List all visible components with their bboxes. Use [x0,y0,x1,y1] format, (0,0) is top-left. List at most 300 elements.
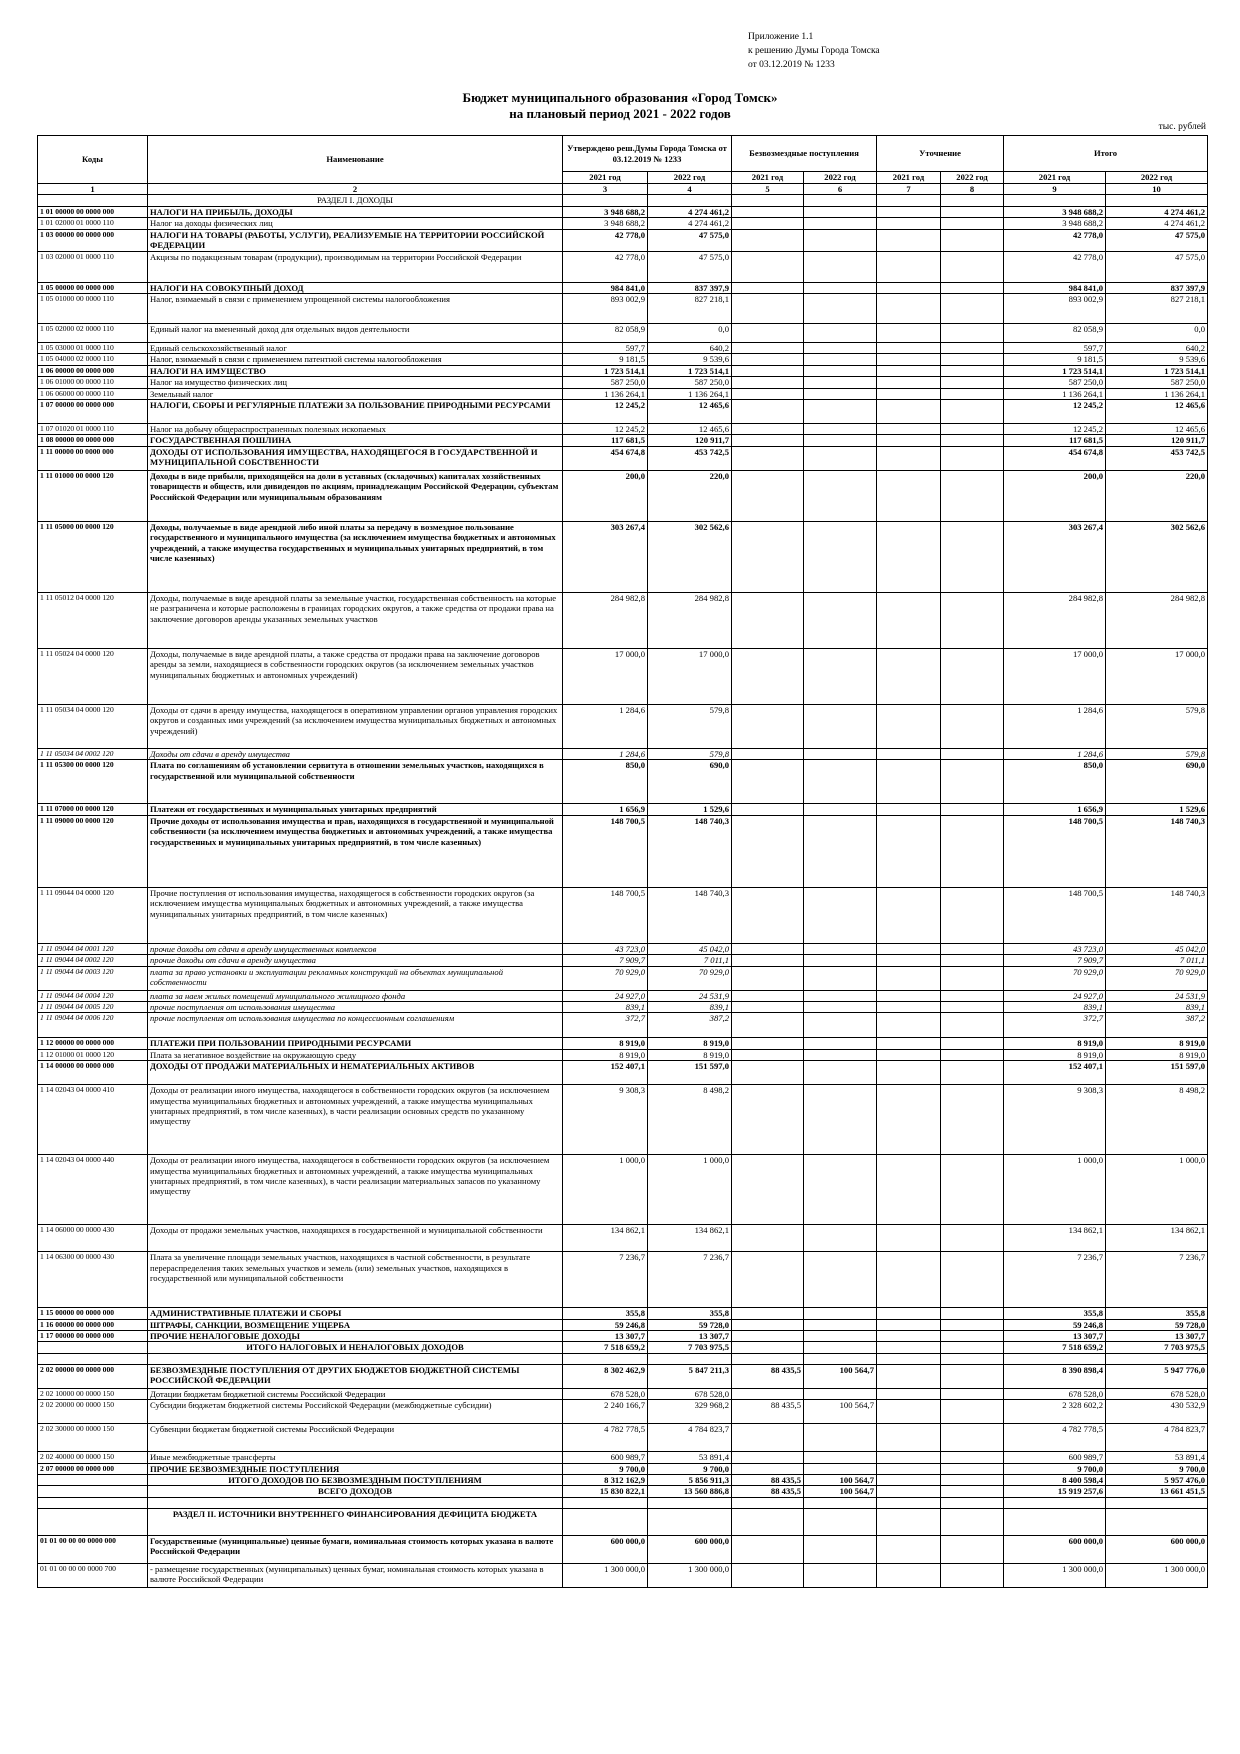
row-code: 1 08 00000 00 0000 000 [38,435,148,446]
value-total-2021: 1 723 514,1 [1004,365,1106,376]
value-gratuitous-2022 [804,1319,877,1330]
value-gratuitous-2021: 88 435,5 [732,1364,804,1388]
value-gratuitous-2022 [804,1424,877,1452]
row-name: Доходы в виде прибыли, приходящейся на доли в уставных (складочных) капиталах хозяйственных товариществ и обществ, или дивидендов по акциям, принадлежащим Российской Федерации, субъектам Российской Федерации или муниципальным образованиям [148,470,563,521]
table-row [38,1038,1208,1049]
value-clarification-2021 [877,1225,941,1252]
value-total-2021: 9 700,0 [1004,1463,1106,1474]
row-name: прочие поступления от использования имущества [148,1001,563,1012]
table-row [38,1452,1208,1463]
value-gratuitous-2022 [804,704,877,748]
value-total-2022: 5 957 476,0 [1106,1474,1208,1485]
value-clarification-2022 [941,218,1004,229]
table-row [38,943,1208,954]
value-total-2021: 303 267,4 [1004,521,1106,592]
value-gratuitous-2021 [732,648,804,704]
row-name: Налог на имущество физических лиц [148,377,563,388]
row-code: 1 11 09044 04 0001 120 [38,943,148,954]
value-total-2021: 12 245,2 [1004,400,1106,424]
header-gratuitous: Безвозмездные поступления [732,136,877,172]
value-gratuitous-2021 [732,1452,804,1463]
table-row [38,1342,1208,1353]
header-year-2022: 2022 год [648,172,732,184]
row-code [38,1497,148,1508]
row-code [38,1508,148,1535]
row-code: 1 01 00000 00 0000 000 [38,206,148,217]
value-approved-2022: 8 919,0 [648,1049,732,1060]
value-clarification-2022 [941,251,1004,282]
value-total-2021: 9 181,5 [1004,354,1106,365]
value-approved-2022: 837 397,9 [648,282,732,293]
value-clarification-2022 [941,294,1004,324]
value-total-2021: 200,0 [1004,470,1106,521]
value-clarification-2021 [877,1535,941,1563]
value-gratuitous-2022 [804,218,877,229]
value-clarification-2022 [941,388,1004,399]
value-approved-2021: 7 236,7 [563,1252,648,1308]
value-clarification-2021 [877,365,941,376]
value-total-2021: 24 927,0 [1004,990,1106,1001]
table-row [38,748,1208,759]
value-approved-2021: 1 300 000,0 [563,1563,648,1587]
row-name: Доходы от сдачи в аренду имущества, находящегося в оперативном управлении органов управления городских округов и созданных ими учреждений (за исключением имущества муниципальных бюджетных и автономных учреждений) [148,704,563,748]
appendix-line-2: к решению Думы Города Томска [748,46,880,56]
value-gratuitous-2022 [804,1155,877,1225]
value-approved-2021: 9 181,5 [563,354,648,365]
table-row [38,887,1208,943]
table-row [38,1252,1208,1308]
value-approved-2022: 220,0 [648,470,732,521]
value-approved-2022: 17 000,0 [648,648,732,704]
value-gratuitous-2022 [804,1535,877,1563]
row-code: 01 01 00 00 00 0000 700 [38,1563,148,1587]
value-clarification-2021 [877,400,941,424]
value-clarification-2022 [941,1486,1004,1497]
value-approved-2021: 1 136 264,1 [563,388,648,399]
value-total-2021: 284 982,8 [1004,592,1106,648]
value-total-2022: 13 661 451,5 [1106,1486,1208,1497]
header-year-2021: 2021 год [732,172,804,184]
value-clarification-2021 [877,446,941,470]
value-gratuitous-2022 [804,294,877,324]
value-approved-2021: 70 929,0 [563,966,648,990]
value-clarification-2022 [941,1463,1004,1474]
value-clarification-2021 [877,1486,941,1497]
row-name: РАЗДЕЛ II. ИСТОЧНИКИ ВНУТРЕННЕГО ФИНАНСИРОВАНИЯ ДЕФИЦИТА БЮДЖЕТА [148,1508,563,1535]
title-line-2: на плановый период 2021 - 2022 годов [509,106,731,121]
value-gratuitous-2021 [732,1225,804,1252]
value-total-2022: 453 742,5 [1106,446,1208,470]
value-approved-2022 [648,1353,732,1364]
row-code: 2 02 40000 00 0000 150 [38,1452,148,1463]
value-clarification-2021 [877,282,941,293]
table-row [38,1486,1208,1497]
value-gratuitous-2022 [804,1497,877,1508]
value-approved-2021: 355,8 [563,1308,648,1319]
row-code: 1 11 09044 04 0002 120 [38,955,148,966]
value-total-2022: 70 929,0 [1106,966,1208,990]
value-approved-2022: 827 218,1 [648,294,732,324]
row-name: прочие поступления от использования имущества по концессионным соглашениям [148,1013,563,1038]
header-clarification: Уточнение [877,136,1004,172]
value-gratuitous-2022 [804,815,877,887]
value-total-2021: 454 674,8 [1004,446,1106,470]
value-total-2022: 640,2 [1106,343,1208,354]
value-clarification-2022 [941,1225,1004,1252]
value-gratuitous-2021 [732,251,804,282]
value-clarification-2021 [877,760,941,804]
value-clarification-2021 [877,887,941,943]
row-name: ПРОЧИЕ НЕНАЛОГОВЫЕ ДОХОДЫ [148,1330,563,1341]
value-approved-2021: 1 000,0 [563,1155,648,1225]
table-row [38,966,1208,990]
value-gratuitous-2021 [732,1563,804,1587]
row-code: 1 14 02043 04 0000 410 [38,1085,148,1155]
value-total-2021 [1004,195,1106,206]
value-gratuitous-2021 [732,377,804,388]
value-approved-2022: 24 531,9 [648,990,732,1001]
value-approved-2022: 678 528,0 [648,1388,732,1399]
row-name: ПРОЧИЕ БЕЗВОЗМЕЗДНЫЕ ПОСТУПЛЕНИЯ [148,1463,563,1474]
row-name: АДМИНИСТРАТИВНЫЕ ПЛАТЕЖИ И СБОРЫ [148,1308,563,1319]
value-approved-2022: 640,2 [648,343,732,354]
value-approved-2022: 148 740,3 [648,815,732,887]
header-name: Наименование [148,136,563,184]
column-number: 4 [648,184,732,195]
row-code: 1 12 01000 01 0000 120 [38,1049,148,1060]
value-approved-2021: 8 312 162,9 [563,1474,648,1485]
value-gratuitous-2021 [732,1049,804,1060]
value-total-2022: 587 250,0 [1106,377,1208,388]
value-gratuitous-2021 [732,1061,804,1085]
value-approved-2021: 42 778,0 [563,229,648,251]
value-clarification-2022 [941,748,1004,759]
value-approved-2022: 690,0 [648,760,732,804]
value-approved-2022: 284 982,8 [648,592,732,648]
value-gratuitous-2021 [732,324,804,343]
value-approved-2021 [563,1497,648,1508]
header-year-2021: 2021 год [1004,172,1106,184]
row-name: Доходы, получаемые в виде арендной платы за земельные участки, государственная собственность на которые не разграничена и которые расположены в границах городских округов, а также средства от продажи права на заключение договоров аренды указанных земельных участков [148,592,563,648]
value-clarification-2021 [877,206,941,217]
row-code: 1 06 00000 00 0000 000 [38,365,148,376]
column-number: 3 [563,184,648,195]
value-total-2022: 430 532,9 [1106,1400,1208,1424]
value-gratuitous-2021: 88 435,5 [732,1486,804,1497]
value-clarification-2021 [877,1474,941,1485]
value-clarification-2021 [877,521,941,592]
value-total-2021: 600 000,0 [1004,1535,1106,1563]
table-row [38,1225,1208,1252]
value-clarification-2022 [941,592,1004,648]
value-gratuitous-2021 [732,1013,804,1038]
value-approved-2021: 15 830 822,1 [563,1486,648,1497]
value-total-2022: 4 274 461,2 [1106,206,1208,217]
value-total-2022: 1 136 264,1 [1106,388,1208,399]
row-name: Единый сельскохозяйственный налог [148,343,563,354]
value-approved-2021: 3 948 688,2 [563,206,648,217]
row-name [148,1497,563,1508]
value-approved-2022: 8 919,0 [648,1038,732,1049]
row-name: РАЗДЕЛ I. ДОХОДЫ [148,195,563,206]
value-clarification-2022 [941,1038,1004,1049]
row-code: 1 07 01020 01 0000 110 [38,424,148,435]
value-clarification-2022 [941,1085,1004,1155]
value-clarification-2022 [941,1452,1004,1463]
value-clarification-2021 [877,943,941,954]
row-code: 1 11 05300 00 0000 120 [38,760,148,804]
value-gratuitous-2021 [732,955,804,966]
value-gratuitous-2021: 88 435,5 [732,1400,804,1424]
row-code: 1 14 06300 00 0000 430 [38,1252,148,1308]
table-row [38,1013,1208,1038]
table-row [38,218,1208,229]
row-code: 1 11 09044 04 0003 120 [38,966,148,990]
value-clarification-2022 [941,760,1004,804]
value-gratuitous-2021 [732,229,804,251]
row-code: 2 02 30000 00 0000 150 [38,1424,148,1452]
value-total-2022: 355,8 [1106,1308,1208,1319]
value-gratuitous-2021 [732,424,804,435]
value-gratuitous-2022 [804,648,877,704]
value-total-2021: 8 390 898,4 [1004,1364,1106,1388]
row-code: 1 05 00000 00 0000 000 [38,282,148,293]
table-row [38,229,1208,251]
value-clarification-2022 [941,1061,1004,1085]
value-clarification-2022 [941,446,1004,470]
column-number: 2 [148,184,563,195]
table-row [38,1085,1208,1155]
table-row [38,1388,1208,1399]
row-name: НАЛОГИ НА ПРИБЫЛЬ, ДОХОДЫ [148,206,563,217]
table-row [38,1474,1208,1485]
value-gratuitous-2022 [804,343,877,354]
value-clarification-2021 [877,1038,941,1049]
row-name: Иные межбюджетные трансферты [148,1452,563,1463]
value-total-2021: 148 700,5 [1004,887,1106,943]
table-row [38,1497,1208,1508]
value-approved-2021: 3 948 688,2 [563,218,648,229]
value-gratuitous-2021 [732,1497,804,1508]
value-gratuitous-2021 [732,1252,804,1308]
value-clarification-2022 [941,1400,1004,1424]
row-name: плата за право установки и эксплуатации рекламных конструкций на объектах муниципальной собственности [148,966,563,990]
value-clarification-2022 [941,1353,1004,1364]
value-total-2021: 1 656,9 [1004,804,1106,815]
value-approved-2022: 59 728,0 [648,1319,732,1330]
table-row [38,343,1208,354]
value-total-2021: 587 250,0 [1004,377,1106,388]
value-approved-2021: 8 919,0 [563,1049,648,1060]
value-approved-2022: 8 498,2 [648,1085,732,1155]
value-clarification-2022 [941,424,1004,435]
value-gratuitous-2021 [732,521,804,592]
value-approved-2022: 600 000,0 [648,1535,732,1563]
value-gratuitous-2022 [804,521,877,592]
value-clarification-2021 [877,966,941,990]
value-approved-2021: 42 778,0 [563,251,648,282]
value-total-2022: 13 307,7 [1106,1330,1208,1341]
value-total-2021 [1004,1353,1106,1364]
value-gratuitous-2021 [732,760,804,804]
value-approved-2022: 45 042,0 [648,943,732,954]
table-row [38,388,1208,399]
value-clarification-2021 [877,251,941,282]
value-approved-2021: 134 862,1 [563,1225,648,1252]
value-clarification-2022 [941,400,1004,424]
value-approved-2021: 587 250,0 [563,377,648,388]
value-clarification-2021 [877,388,941,399]
row-name: Акцизы по подакцизным товарам (продукции), производимым на территории Российской Федерации [148,251,563,282]
value-clarification-2022 [941,1330,1004,1341]
row-name: ПЛАТЕЖИ ПРИ ПОЛЬЗОВАНИИ ПРИРОДНЫМИ РЕСУРСАМИ [148,1038,563,1049]
value-gratuitous-2021 [732,218,804,229]
value-clarification-2022 [941,648,1004,704]
value-total-2022: 24 531,9 [1106,990,1208,1001]
row-name: - размещение государственных (муниципальных) ценных бумаг, номинальная стоимость которых указана в валюте Российской Федерации [148,1563,563,1587]
value-approved-2021: 82 058,9 [563,324,648,343]
row-name: Земельный налог [148,388,563,399]
value-gratuitous-2021 [732,804,804,815]
value-clarification-2022 [941,1319,1004,1330]
value-total-2022: 151 597,0 [1106,1061,1208,1085]
value-clarification-2022 [941,1155,1004,1225]
value-total-2022: 45 042,0 [1106,943,1208,954]
value-approved-2021 [563,1353,648,1364]
value-total-2022: 12 465,6 [1106,400,1208,424]
table-row [38,815,1208,887]
value-gratuitous-2021 [732,470,804,521]
value-gratuitous-2021 [732,195,804,206]
row-name: Доходы, получаемые в виде арендной либо иной платы за передачу в возмездное пользование государственного и муниципального имущества (за исключением имущества бюджетных и автономных учреждений, а также имущества государственных и муниципальных унитарных предприятий, в том числе казенных) [148,521,563,592]
value-total-2022: 7 011,1 [1106,955,1208,966]
value-gratuitous-2021 [732,1353,804,1364]
row-name: Налог, взимаемый в связи с применением патентной системы налогообложения [148,354,563,365]
value-approved-2022: 7 236,7 [648,1252,732,1308]
value-approved-2022: 0,0 [648,324,732,343]
table-row [38,521,1208,592]
row-code: 2 02 10000 00 0000 150 [38,1388,148,1399]
value-total-2021: 7 909,7 [1004,955,1106,966]
value-approved-2021: 59 246,8 [563,1319,648,1330]
value-approved-2022: 1 723 514,1 [648,365,732,376]
row-code: 1 11 05000 00 0000 120 [38,521,148,592]
row-code: 1 11 09044 04 0004 120 [38,990,148,1001]
value-clarification-2021 [877,1452,941,1463]
value-clarification-2022 [941,1049,1004,1060]
value-approved-2021: 24 927,0 [563,990,648,1001]
value-approved-2021: 152 407,1 [563,1061,648,1085]
table-row [38,282,1208,293]
value-approved-2022 [648,1497,732,1508]
value-clarification-2021 [877,343,941,354]
value-gratuitous-2021 [732,354,804,365]
value-approved-2022: 47 575,0 [648,229,732,251]
row-code: 1 11 09044 04 0005 120 [38,1001,148,1012]
table-row [38,1424,1208,1452]
table-row [38,1308,1208,1319]
value-total-2022: 387,2 [1106,1013,1208,1038]
value-clarification-2021 [877,1049,941,1060]
value-total-2022: 17 000,0 [1106,648,1208,704]
value-approved-2022: 302 562,6 [648,521,732,592]
value-gratuitous-2021 [732,1342,804,1353]
value-total-2021: 7 518 659,2 [1004,1342,1106,1353]
value-total-2021: 12 245,2 [1004,424,1106,435]
value-approved-2022: 329 968,2 [648,1400,732,1424]
row-name: Дотации бюджетам бюджетной системы Российской Федерации [148,1388,563,1399]
value-clarification-2021 [877,377,941,388]
value-approved-2022 [648,195,732,206]
table-row [38,294,1208,324]
value-gratuitous-2021 [732,592,804,648]
column-number: 10 [1106,184,1208,195]
value-gratuitous-2022 [804,1038,877,1049]
value-gratuitous-2022 [804,1308,877,1319]
value-clarification-2022 [941,470,1004,521]
value-approved-2022: 4 274 461,2 [648,206,732,217]
appendix-note [748,30,880,72]
row-name: НАЛОГИ НА СОВОКУПНЫЙ ДОХОД [148,282,563,293]
value-total-2021: 1 284,6 [1004,748,1106,759]
value-total-2021: 42 778,0 [1004,251,1106,282]
value-clarification-2021 [877,1353,941,1364]
value-total-2021: 7 236,7 [1004,1252,1106,1308]
row-code: 1 14 06000 00 0000 430 [38,1225,148,1252]
value-gratuitous-2022: 100 564,7 [804,1364,877,1388]
row-name: прочие доходы от сдачи в аренду имущественных комплексов [148,943,563,954]
value-total-2022 [1106,1353,1208,1364]
value-total-2022: 148 740,3 [1106,815,1208,887]
row-code: 1 16 00000 00 0000 000 [38,1319,148,1330]
value-total-2022: 8 919,0 [1106,1038,1208,1049]
value-gratuitous-2022 [804,365,877,376]
value-gratuitous-2021 [732,388,804,399]
value-approved-2021: 9 308,3 [563,1085,648,1155]
value-total-2022: 0,0 [1106,324,1208,343]
value-approved-2021: 1 656,9 [563,804,648,815]
value-total-2022: 302 562,6 [1106,521,1208,592]
value-gratuitous-2021 [732,1463,804,1474]
header-approved: Утверждено реш.Думы Города Томска от 03.12.2019 № 1233 [563,136,732,172]
row-code: 1 05 03000 01 0000 110 [38,343,148,354]
row-name: ШТРАФЫ, САНКЦИИ, ВОЗМЕЩЕНИЕ УЩЕРБА [148,1319,563,1330]
row-name: Доходы от реализации иного имущества, находящегося в собственности городских округов (за исключением имущества муниципальных бюджетных и автономных учреждений, а также имущества муниципальных унитарных предприятий, в том числе казенных), в части реализации основных средств по указанному имуществу [148,1085,563,1155]
table-body [38,195,1208,1587]
header-total: Итого [1004,136,1208,172]
value-gratuitous-2022 [804,470,877,521]
row-name: Прочие доходы от использования имущества и прав, находящихся в государственной и муниципальной собственности (за исключением имущества бюджетных и автономных учреждений, а также имущества государственных и муниципальных унитарных предприятий, в том числе казенных) [148,815,563,887]
value-gratuitous-2022 [804,1342,877,1353]
value-gratuitous-2022 [804,990,877,1001]
value-gratuitous-2022: 100 564,7 [804,1474,877,1485]
row-code: 1 11 05024 04 0000 120 [38,648,148,704]
value-clarification-2021 [877,470,941,521]
value-total-2022 [1106,195,1208,206]
value-approved-2021 [563,195,648,206]
value-clarification-2022 [941,1342,1004,1353]
value-total-2021: 1 284,6 [1004,704,1106,748]
row-name: ИТОГО ДОХОДОВ ПО БЕЗВОЗМЕЗДНЫМ ПОСТУПЛЕНИЯМ [148,1474,563,1485]
value-clarification-2022 [941,1497,1004,1508]
value-approved-2022: 13 307,7 [648,1330,732,1341]
row-code: 1 17 00000 00 0000 000 [38,1330,148,1341]
row-code: 1 06 01000 00 0000 110 [38,377,148,388]
value-clarification-2021 [877,1364,941,1388]
value-clarification-2021 [877,1508,941,1535]
value-total-2022: 47 575,0 [1106,229,1208,251]
value-total-2022: 9 539,6 [1106,354,1208,365]
